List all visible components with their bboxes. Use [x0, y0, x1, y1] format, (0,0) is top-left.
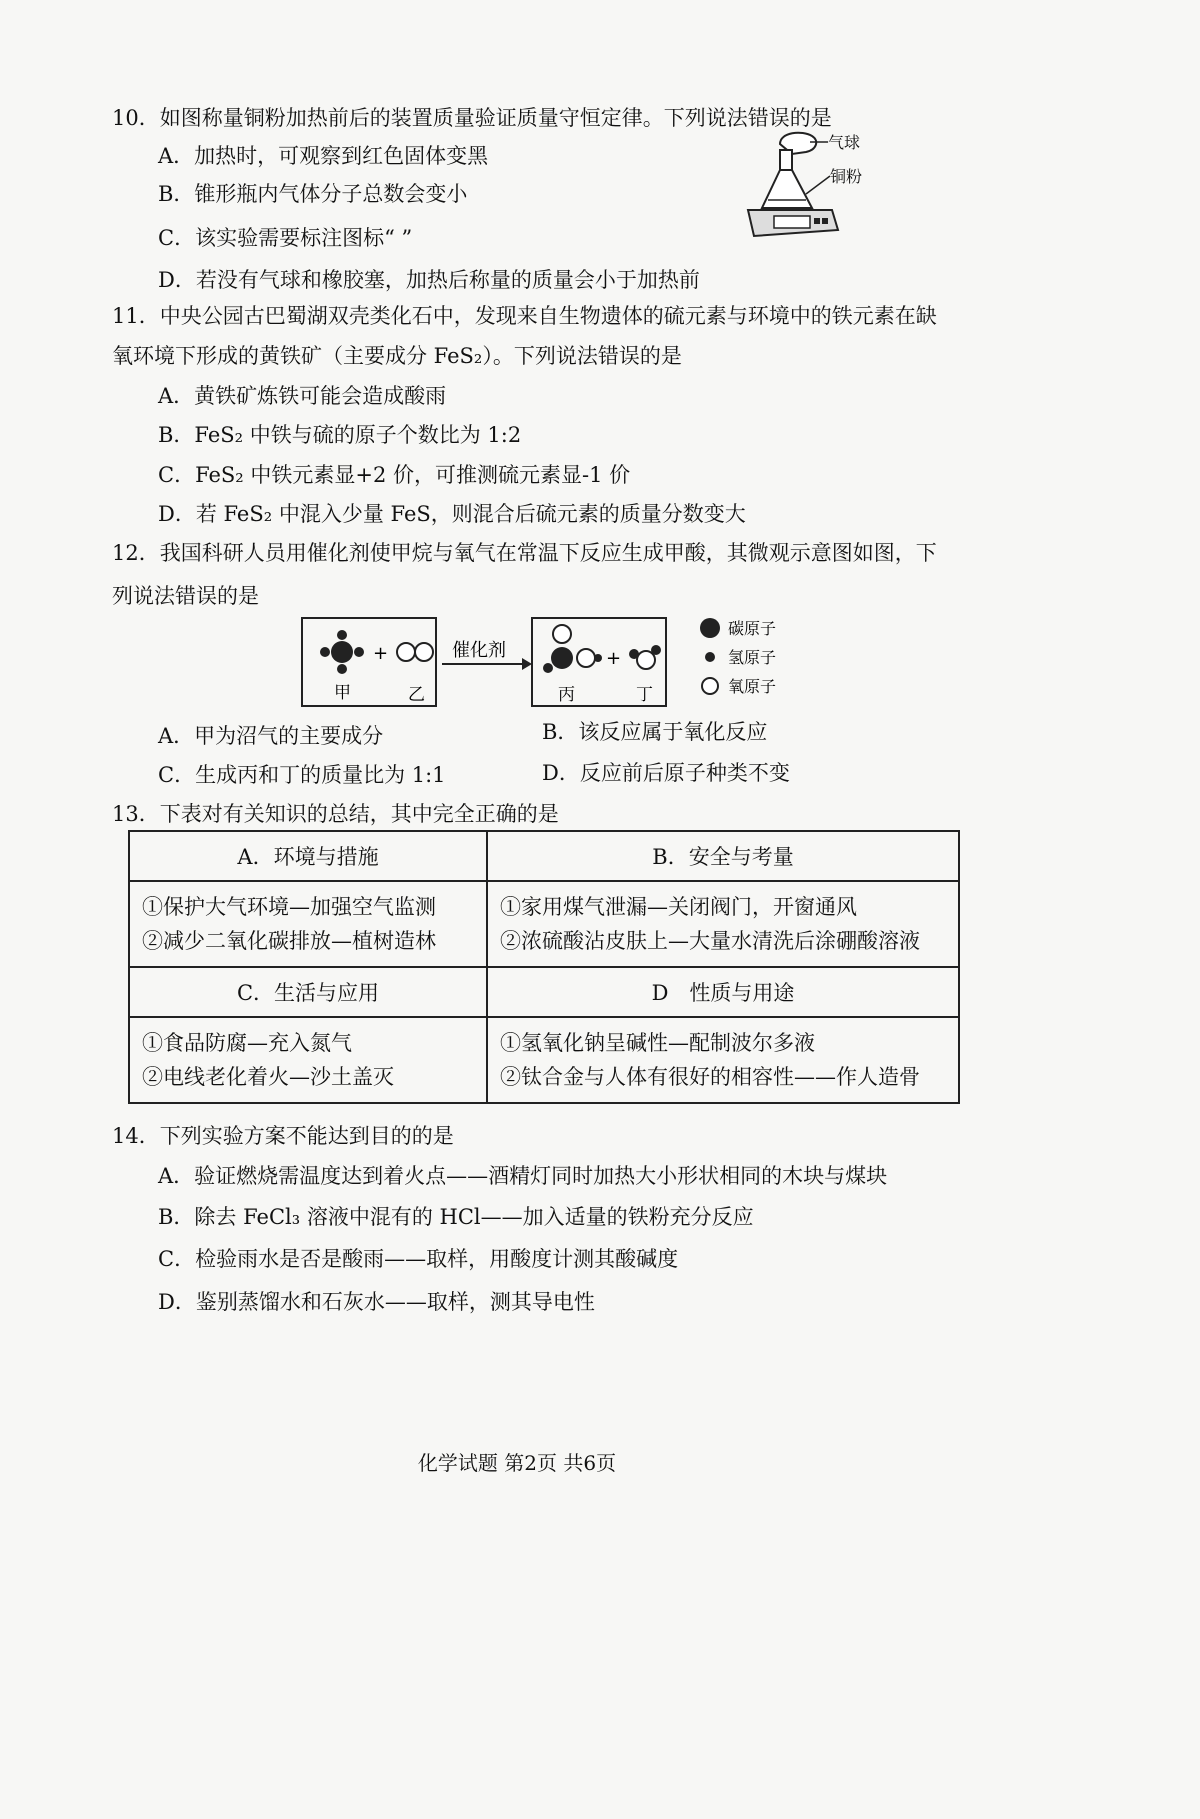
q12-option-d: D．反应前后原子种类不变	[542, 761, 790, 785]
label-bing: 丙	[558, 685, 575, 705]
table-b-item-2: ②浓硫酸沾皮肤上—大量水清洗后涂硼酸溶液	[500, 929, 920, 953]
table-cell-c	[129, 1017, 487, 1103]
legend-hydrogen: 氢原子	[728, 648, 777, 667]
table-b-item-1: ①家用煤气泄漏—关闭阀门，开窗通风	[500, 895, 857, 919]
balloon-label: 气球	[828, 133, 861, 152]
table-head-d: D 性质与用途	[487, 967, 959, 1017]
q11-stem-line1: 11．中央公园古巴蜀湖双壳类化石中，发现来自生物遗体的硫元素与环境中的铁元素在缺	[112, 304, 937, 328]
q10-option-c: C．该实验需要标注图标“ ”	[158, 226, 413, 250]
table-head-b: B．安全与考量	[487, 831, 959, 881]
label-jia: 甲	[334, 683, 351, 703]
legend-hydrogen-icon	[705, 652, 715, 662]
plus-sign-2: +	[606, 648, 622, 669]
q10-stem: 10．如图称量铜粉加热前后的装置质量验证质量守恒定律。下列说法错误的是	[112, 106, 832, 130]
q14-option-c: C．检验雨水是否是酸雨——取样，用酸度计测其酸碱度	[158, 1247, 679, 1271]
q12-stem-line2: 列说法错误的是	[112, 584, 259, 608]
q13-stem: 13．下表对有关知识的总结，其中完全正确的是	[112, 802, 559, 826]
q12-option-c: C．生成丙和丁的质量比为 1:1	[158, 763, 446, 787]
q11-stem-line2: 氧环境下形成的黄铁矿（主要成分 FeS₂）。下列说法错误的是	[112, 344, 682, 368]
legend-oxygen-icon	[702, 678, 718, 694]
q12-stem-line1: 12．我国科研人员用催化剂使甲烷与氧气在常温下反应生成甲酸，其微观示意图如图，下	[112, 541, 937, 565]
legend-oxygen: 氧原子	[728, 677, 777, 696]
q11-option-a: A．黄铁矿炼铁可能会造成酸雨	[158, 384, 447, 408]
table-a-item-1: ①保护大气环境—加强空气监测	[142, 895, 436, 919]
page-footer: 化学试题 第2页 共6页	[417, 1451, 617, 1475]
table-cell-a	[129, 881, 487, 967]
table-cell-b	[487, 881, 959, 967]
q11-option-c: C．FeS₂ 中铁元素显+2 价，可推测硫元素显-1 价	[158, 463, 631, 487]
q10-option-b: B．锥形瓶内气体分子总数会变小	[158, 182, 468, 206]
copper-powder-label: 铜粉	[830, 167, 863, 186]
q12-option-b: B．该反应属于氧化反应	[542, 720, 768, 744]
knowledge-summary-table	[128, 830, 960, 1104]
balance-flask-figure	[740, 126, 880, 248]
table-d-item-2: ②钛合金与人体有很好的相容性——作人造骨	[500, 1065, 920, 1089]
q14-option-b: B．除去 FeCl₃ 溶液中混有的 HCl——加入适量的铁粉充分反应	[158, 1205, 754, 1229]
table-d-item-1: ①氢氧化钠呈碱性—配制波尔多液	[500, 1031, 815, 1055]
catalyst-label: 催化剂	[452, 640, 506, 661]
table-head-c: C．生活与应用	[129, 967, 487, 1017]
table-head-a: A．环境与措施	[129, 831, 487, 881]
table-c-item-1: ①食品防腐—充入氮气	[142, 1031, 352, 1055]
table-c-item-2: ②电线老化着火—沙土盖灭	[142, 1065, 394, 1089]
reaction-micro-diagram	[300, 614, 800, 710]
plus-sign: +	[373, 643, 389, 664]
legend-carbon-icon	[700, 618, 720, 638]
q14-stem: 14．下列实验方案不能达到目的的是	[112, 1124, 454, 1148]
carbon-atom-icon	[331, 641, 353, 663]
q11-option-d: D．若 FeS₂ 中混入少量 FeS，则混合后硫元素的质量分数变大	[158, 502, 746, 526]
q14-option-a: A．验证燃烧需温度达到着火点——酒精灯同时加热大小形状相同的木块与煤块	[158, 1164, 888, 1188]
label-ding: 丁	[636, 685, 653, 705]
q11-option-b: B．FeS₂ 中铁与硫的原子个数比为 1:2	[158, 423, 522, 447]
label-yi: 乙	[408, 685, 425, 705]
table-cell-d	[487, 1017, 959, 1103]
q10-option-a: A．加热时，可观察到红色固体变黑	[158, 144, 489, 168]
table-a-item-2: ②减少二氧化碳排放—植树造林	[142, 929, 436, 953]
legend-carbon: 碳原子	[728, 619, 777, 638]
q14-option-d: D．鉴别蒸馏水和石灰水——取样，测其导电性	[158, 1290, 595, 1314]
q10-option-d: D．若没有气球和橡胶塞，加热后称量的质量会小于加热前	[158, 268, 700, 292]
q12-option-a: A．甲为沼气的主要成分	[158, 724, 384, 748]
